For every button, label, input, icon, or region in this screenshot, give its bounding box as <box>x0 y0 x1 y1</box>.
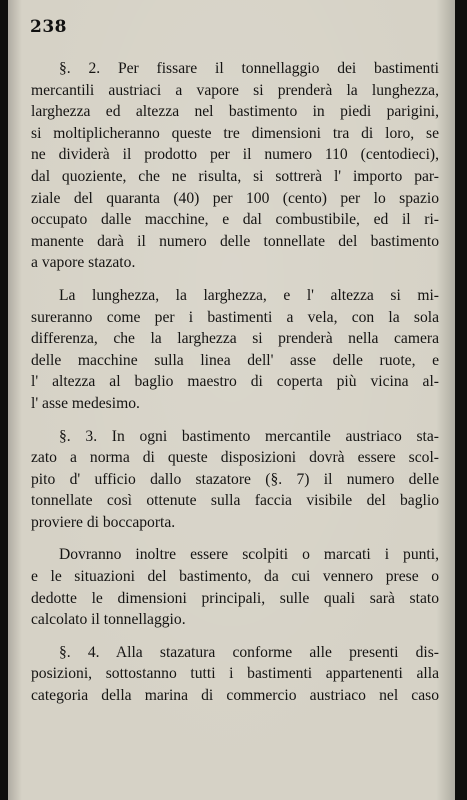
text-line: ziale del quaranta (40) per 100 (cento) per lo spazio <box>31 189 439 207</box>
text-line: La lunghezza, la larghezza, e l' altezza si mi- <box>59 286 439 304</box>
text-line: tonnellate così ottenute sulla faccia visibile del baglio <box>31 492 439 510</box>
text-line: si moltiplicheranno queste tre dimensioni tra di loro, se <box>31 124 439 142</box>
body-text <box>31 58 439 707</box>
text-line: occupato dalle macchine, e dal combustibile, ed il ri- <box>31 211 439 229</box>
text-line: sureranno come per i bastimenti a vela, con la sola <box>31 308 439 326</box>
text-line: delle macchine sulla linea dell' asse delle ruote, e <box>31 351 439 369</box>
book-page <box>8 0 455 800</box>
text-line: differenza, che la larghezza si prenderà nella camera <box>31 330 439 348</box>
text-line: calcolato il tonnellaggio. <box>31 611 186 629</box>
paragraph-section-4 <box>31 642 439 707</box>
text-line: l' altezza al baglio maestro di coperta più vicina al- <box>31 373 439 391</box>
text-line: l' asse medesimo. <box>31 394 140 412</box>
text-line: proviere di boccaporta. <box>31 513 176 531</box>
text-line: manente darà il numero delle tonnellate del bastimento <box>31 232 439 250</box>
text-line: pito d' ufficio dallo stazatore (§. 7) il numero delle <box>31 470 439 488</box>
text-line: zato a norma di queste disposizioni dovrà essere scol- <box>31 449 439 467</box>
paragraph-measurements <box>31 285 439 415</box>
text-line: dedotte le dimensioni principali, sulle quali sarà stato <box>31 589 439 607</box>
text-line: dal quoziente, che ne risulta, si sottrerà l' importo par- <box>31 167 439 185</box>
paragraph-section-3 <box>31 426 439 534</box>
text-line: e le situazioni del bastimento, da cui vennero prese o <box>31 568 439 586</box>
text-line: Dovranno inoltre essere scolpiti o marcati i punti, <box>59 546 439 564</box>
text-line: mercantili austriaci a vapore si prenderà la lunghezza, <box>31 81 439 99</box>
paragraph-section-2 <box>31 58 439 274</box>
text-line: a vapore stazato. <box>31 254 136 272</box>
text-line: §. 2. Per fissare il tonnellaggio dei bastimenti <box>59 60 439 77</box>
text-line: categoria della marina di commercio austriaco nel caso <box>31 687 439 705</box>
text-line: posizioni, sottostanno tutti i bastimenti appartenenti alla <box>31 665 439 683</box>
text-line: ne dividerà il prodotto per il numero 110 (centodieci), <box>31 146 439 164</box>
text-line: larghezza ed altezza nel bastimento in piedi parigini, <box>31 103 439 121</box>
paragraph-markings <box>31 544 439 630</box>
page-number: 238 <box>30 17 67 37</box>
text-line: §. 3. In ogni bastimento mercantile austriaco sta- <box>59 427 439 445</box>
text-line: §. 4. Alla stazatura conforme alle presenti dis- <box>59 643 439 661</box>
